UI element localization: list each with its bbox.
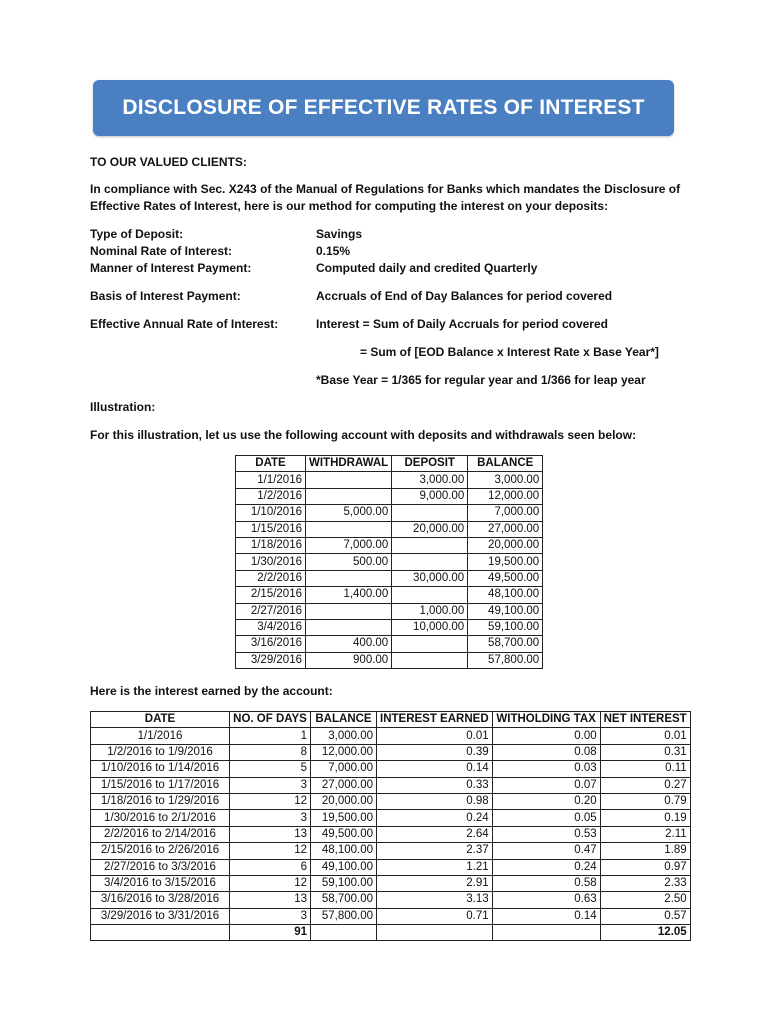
withholding-tax-cell: 0.53: [492, 826, 600, 842]
salutation: TO OUR VALUED CLIENTS:: [90, 155, 247, 169]
net-interest-cell: 0.97: [600, 859, 690, 875]
deposit-cell: [392, 554, 468, 570]
withholding-tax-cell: 0.08: [492, 744, 600, 760]
net-interest-cell: 0.27: [600, 777, 690, 793]
period-cell: 3/29/2016 to 3/31/2016: [91, 908, 230, 924]
base-year-note: *Base Year = 1/365 for regular year and 1/366 for leap year: [316, 373, 646, 387]
date-cell: 3/29/2016: [236, 652, 306, 668]
period-cell: 2/15/2016 to 2/26/2016: [91, 843, 230, 859]
table-row: [236, 587, 543, 603]
table-row: [91, 875, 691, 891]
table-row: [236, 521, 543, 537]
period-cell: 3/4/2016 to 3/15/2016: [91, 875, 230, 891]
interest-earned-cell: 0.98: [377, 793, 493, 809]
table-header-row: [236, 456, 543, 472]
days-cell: 3: [230, 777, 311, 793]
deposit-cell: 1,000.00: [392, 603, 468, 619]
period-cell: 1/10/2016 to 1/14/2016: [91, 761, 230, 777]
interest-earned-cell: 0.01: [377, 728, 493, 744]
deposit-cell: 20,000.00: [392, 521, 468, 537]
type-label: Type of Deposit:: [90, 227, 184, 241]
empty-cell: [377, 925, 493, 941]
table-row: [236, 505, 543, 521]
withdrawal-cell: 500.00: [306, 554, 392, 570]
deposit-cell: [392, 537, 468, 553]
illustration-intro: For this illustration, let us use the following account with deposits and withdrawals seen below:: [90, 428, 637, 442]
days-cell: 5: [230, 761, 311, 777]
balance-cell: 20,000.00: [311, 793, 377, 809]
deposit-cell: 3,000.00: [392, 472, 468, 488]
period-cell: 1/1/2016: [91, 728, 230, 744]
table-row: [236, 652, 543, 668]
days-cell: 1: [230, 728, 311, 744]
withholding-tax-cell: 0.14: [492, 908, 600, 924]
column-header: WITHOLDING TAX: [492, 712, 600, 728]
interest-table: [90, 711, 691, 941]
table-row: [236, 537, 543, 553]
interest-earned-cell: 0.33: [377, 777, 493, 793]
days-cell: 3: [230, 810, 311, 826]
nominal-value: 0.15%: [316, 244, 351, 258]
type-value: Savings: [316, 227, 363, 241]
withdrawal-cell: [306, 619, 392, 635]
withholding-tax-cell: 0.58: [492, 875, 600, 891]
intro-line-2: Effective Rates of Interest, here is our method for computing the interest on your deposits:: [90, 199, 609, 213]
days-cell: 12: [230, 875, 311, 891]
withdrawal-cell: 5,000.00: [306, 505, 392, 521]
date-cell: 1/30/2016: [236, 554, 306, 570]
withholding-tax-cell: 0.07: [492, 777, 600, 793]
table-row: [91, 908, 691, 924]
withdrawal-cell: [306, 488, 392, 504]
date-cell: 1/15/2016: [236, 521, 306, 537]
column-header: DATE: [91, 712, 230, 728]
period-cell: 1/2/2016 to 1/9/2016: [91, 744, 230, 760]
column-header: DATE: [236, 456, 306, 472]
table-header-row: [91, 712, 691, 728]
balance-cell: 57,800.00: [311, 908, 377, 924]
days-cell: 12: [230, 793, 311, 809]
effective-value: Interest = Sum of Daily Accruals for period covered: [316, 317, 608, 331]
table-row: [91, 810, 691, 826]
balance-cell: 58,700.00: [468, 636, 543, 652]
interest-earned-cell: 2.64: [377, 826, 493, 842]
column-header: BALANCE: [468, 456, 543, 472]
net-interest-cell: 0.79: [600, 793, 690, 809]
balance-cell: 3,000.00: [468, 472, 543, 488]
table-row: [236, 603, 543, 619]
column-header: NET INTEREST: [600, 712, 690, 728]
balance-cell: 49,100.00: [311, 859, 377, 875]
balance-cell: 48,100.00: [468, 587, 543, 603]
table-row: [236, 636, 543, 652]
deposit-cell: 30,000.00: [392, 570, 468, 586]
interest-earned-cell: 2.37: [377, 843, 493, 859]
deposit-cell: 10,000.00: [392, 619, 468, 635]
days-cell: 13: [230, 826, 311, 842]
days-cell: 12: [230, 843, 311, 859]
table-row: [236, 570, 543, 586]
totals-row: [91, 925, 691, 941]
days-cell: 6: [230, 859, 311, 875]
table-row: [236, 488, 543, 504]
withholding-tax-cell: 0.47: [492, 843, 600, 859]
balance-cell: 3,000.00: [311, 728, 377, 744]
interest-earned-cell: 0.71: [377, 908, 493, 924]
balance-cell: 57,800.00: [468, 652, 543, 668]
date-cell: 1/18/2016: [236, 537, 306, 553]
days-cell: 13: [230, 892, 311, 908]
total-net-interest-cell: 12.05: [600, 925, 690, 941]
date-cell: 2/27/2016: [236, 603, 306, 619]
period-cell: 1/15/2016 to 1/17/2016: [91, 777, 230, 793]
date-cell: 3/16/2016: [236, 636, 306, 652]
net-interest-cell: 0.19: [600, 810, 690, 826]
interest-earned-cell: 0.24: [377, 810, 493, 826]
intro-line-1: In compliance with Sec. X243 of the Manual of Regulations for Banks which mandates the Disclosure of: [90, 182, 681, 196]
table-row: [91, 843, 691, 859]
deposit-cell: [392, 652, 468, 668]
withholding-tax-cell: 0.24: [492, 859, 600, 875]
manner-value: Computed daily and credited Quarterly: [316, 261, 538, 275]
empty-cell: [492, 925, 600, 941]
net-interest-cell: 0.01: [600, 728, 690, 744]
total-days-cell: 91: [230, 925, 311, 941]
deposit-cell: [392, 505, 468, 521]
withdrawal-cell: 900.00: [306, 652, 392, 668]
table-row: [91, 892, 691, 908]
interest-earned-cell: 0.39: [377, 744, 493, 760]
period-cell: 3/16/2016 to 3/28/2016: [91, 892, 230, 908]
balance-cell: 7,000.00: [311, 761, 377, 777]
date-cell: 2/2/2016: [236, 570, 306, 586]
net-interest-cell: 2.50: [600, 892, 690, 908]
balance-cell: 12,000.00: [311, 744, 377, 760]
balance-cell: 12,000.00: [468, 488, 543, 504]
withholding-tax-cell: 0.20: [492, 793, 600, 809]
date-cell: 1/1/2016: [236, 472, 306, 488]
table-row: [91, 777, 691, 793]
withdrawal-cell: 1,400.00: [306, 587, 392, 603]
column-header: BALANCE: [311, 712, 377, 728]
interest-earned-cell: 3.13: [377, 892, 493, 908]
date-cell: 3/4/2016: [236, 619, 306, 635]
net-interest-cell: 0.11: [600, 761, 690, 777]
effective-label: Effective Annual Rate of Interest:: [90, 317, 279, 331]
column-header: WITHDRAWAL: [306, 456, 392, 472]
period-cell: 2/2/2016 to 2/14/2016: [91, 826, 230, 842]
balance-cell: 19,500.00: [311, 810, 377, 826]
withholding-tax-cell: 0.03: [492, 761, 600, 777]
table-row: [91, 744, 691, 760]
withdrawal-cell: [306, 521, 392, 537]
period-cell: 2/27/2016 to 3/3/2016: [91, 859, 230, 875]
date-cell: 1/2/2016: [236, 488, 306, 504]
withdrawal-cell: [306, 472, 392, 488]
balance-cell: 27,000.00: [468, 521, 543, 537]
date-cell: 2/15/2016: [236, 587, 306, 603]
withholding-tax-cell: 0.00: [492, 728, 600, 744]
deposit-cell: [392, 636, 468, 652]
formula: = Sum of [EOD Balance x Interest Rate x Base Year*]: [360, 345, 659, 359]
deposit-cell: [392, 587, 468, 603]
table-row: [236, 554, 543, 570]
table-row: [91, 761, 691, 777]
net-interest-cell: 1.89: [600, 843, 690, 859]
balance-cell: 59,100.00: [468, 619, 543, 635]
interest-earned-cell: 0.14: [377, 761, 493, 777]
basis-label: Basis of Interest Payment:: [90, 289, 241, 303]
empty-cell: [91, 925, 230, 941]
table-row: [236, 619, 543, 635]
days-cell: 3: [230, 908, 311, 924]
balance-cell: 7,000.00: [468, 505, 543, 521]
withdrawal-cell: [306, 603, 392, 619]
withdrawal-cell: 400.00: [306, 636, 392, 652]
withdrawal-cell: [306, 570, 392, 586]
table-row: [91, 859, 691, 875]
balance-cell: 59,100.00: [311, 875, 377, 891]
table-row: [91, 728, 691, 744]
nominal-label: Nominal Rate of Interest:: [90, 244, 233, 258]
net-interest-cell: 0.31: [600, 744, 690, 760]
illustration-label: Illustration:: [90, 400, 156, 414]
net-interest-cell: 2.11: [600, 826, 690, 842]
period-cell: 1/30/2016 to 2/1/2016: [91, 810, 230, 826]
balance-cell: 49,500.00: [311, 826, 377, 842]
net-interest-cell: 2.33: [600, 875, 690, 891]
balance-cell: 20,000.00: [468, 537, 543, 553]
balance-cell: 58,700.00: [311, 892, 377, 908]
balance-cell: 27,000.00: [311, 777, 377, 793]
deposit-cell: 9,000.00: [392, 488, 468, 504]
balance-cell: 48,100.00: [311, 843, 377, 859]
date-cell: 1/10/2016: [236, 505, 306, 521]
interest-earned-cell: 1.21: [377, 859, 493, 875]
interest-intro: Here is the interest earned by the account:: [90, 684, 333, 698]
withdrawal-cell: 7,000.00: [306, 537, 392, 553]
balance-cell: 19,500.00: [468, 554, 543, 570]
table-row: [236, 472, 543, 488]
manner-label: Manner of Interest Payment:: [90, 261, 252, 275]
empty-cell: [311, 925, 377, 941]
balance-cell: 49,500.00: [468, 570, 543, 586]
days-cell: 8: [230, 744, 311, 760]
basis-value: Accruals of End of Day Balances for period covered: [316, 289, 613, 303]
column-header: NO. OF DAYS: [230, 712, 311, 728]
withholding-tax-cell: 0.63: [492, 892, 600, 908]
balance-cell: 49,100.00: [468, 603, 543, 619]
column-header: DEPOSIT: [392, 456, 468, 472]
table-row: [91, 793, 691, 809]
net-interest-cell: 0.57: [600, 908, 690, 924]
page-title: DISCLOSURE OF EFFECTIVE RATES OF INTEREST: [122, 96, 645, 119]
column-header: INTEREST EARNED: [377, 712, 493, 728]
table-row: [91, 826, 691, 842]
transactions-table: [235, 455, 543, 669]
withholding-tax-cell: 0.05: [492, 810, 600, 826]
interest-earned-cell: 2.91: [377, 875, 493, 891]
period-cell: 1/18/2016 to 1/29/2016: [91, 793, 230, 809]
title-banner: [93, 80, 674, 136]
